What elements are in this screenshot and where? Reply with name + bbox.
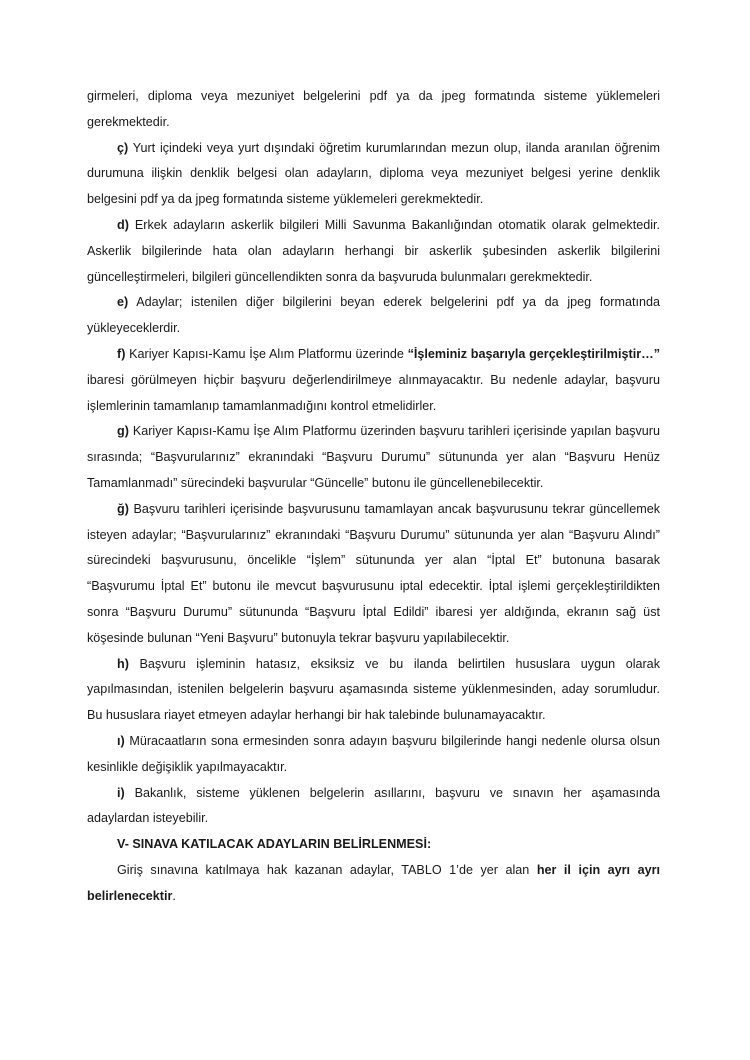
item-label: e) bbox=[117, 295, 129, 310]
item-text: Erkek adayların askerlik bilgileri Milli Savunma Bakanlığından otomatik olarak gelmektedir. Askerlik bilgilerinde hata olan adayların herhangi bir askerlik şubesinden askerlik bilgilerini güncelleştirmeleri, bilgileri güncellendikten sonra da başvuruda bulunmaları gerekmektedir. bbox=[87, 217, 661, 284]
item-text: Başvuru tarihleri içerisinde başvurusunu tamamlayan ancak başvurusunu tekrar güncellemek isteyen adaylar; “Başvurularınız” ekranındaki “Başvuru Durumu” sütununda yer alan “Başvuru Alındı” sürecindeki başvurusunu, öncelikle “İşlem” sütununda yer alan “İptal Et” butonuna basarak “Başvurumu İptal Et” butonu ile mevcut başvurusunu iptal edecektir. İptal işlemi gerçekleştirildikten sonra “Başvuru Durumu” sütununda “Başvuru İptal Edildi” ibaresi yer aldığında, ekranın sağ üst köşesinde bulunan “Yeni Başvuru” butonuyla tekrar başvuru yapılabilecektir. bbox=[87, 501, 661, 645]
paragraph-dotless-i bbox=[87, 729, 660, 781]
item-label: ı) bbox=[117, 733, 125, 748]
item-text: Kariyer Kapısı-Kamu İşe Alım Platformu üzerinden başvuru tarihleri içerisinde yapılan başvuru sırasında; “Başvurularınız” ekranındaki “Başvuru Durumu” sütununda yer alan “Başvuru Henüz Tamamlanmadı” sürecindeki başvurular “Güncelle” butonu ile güncellenebilecektir. bbox=[87, 424, 660, 490]
item-label: f) bbox=[117, 346, 126, 361]
item-text: Başvuru işleminin hatasız, eksiksiz ve bu ilanda belirtilen hususlara uygun olarak yapılmasından, istenilen belgelerin başvuru aşamasında sisteme yüklenmesinden, aday sorumludur. Bu hususlara riayet etmeyen adaylar herhangi bir hak talebinde bulunamayacaktır. bbox=[87, 656, 660, 723]
item-label: ğ) bbox=[117, 501, 129, 516]
paragraph-e bbox=[87, 290, 660, 342]
item-label: g) bbox=[117, 424, 129, 439]
paragraph-i bbox=[87, 781, 660, 833]
section-text-after: . bbox=[172, 888, 176, 903]
paragraph-f bbox=[87, 342, 660, 419]
paragraph-h bbox=[87, 652, 660, 729]
paragraph-d bbox=[87, 213, 660, 290]
item-text: Adaylar; istenilen diğer bilgilerini beyan ederek belgelerini pdf ya da jpeg formatında yükleyeceklerdir. bbox=[87, 295, 661, 336]
section-text: Giriş sınavına katılmaya hak kazanan adaylar, TABLO 1’de yer alan bbox=[117, 862, 537, 877]
item-label: d) bbox=[117, 217, 129, 232]
item-text: Yurt içindeki veya yurt dışındaki öğretim kurumlarından mezun olup, ilanda aranılan öğrenim durumuna ilişkin denklik belgesi olan adayların, diploma veya mezuniyet belgesi yerine denklik belgesini pdf ya da jpeg formatında sisteme yüklemeleri gerekmektedir. bbox=[87, 140, 660, 207]
item-label: h) bbox=[117, 656, 129, 671]
paragraph-g-breve bbox=[87, 497, 660, 652]
item-text: Kariyer Kapısı-Kamu İşe Alım Platformu üzerinde bbox=[129, 346, 408, 361]
document-page bbox=[87, 84, 660, 910]
paragraph-c bbox=[87, 136, 660, 213]
section-paragraph bbox=[87, 858, 660, 910]
item-text: Bakanlık, sisteme yüklenen belgelerin asıllarını, başvuru ve sınavın her aşamasında adaylardan isteyebilir. bbox=[87, 785, 661, 826]
item-label: ç) bbox=[117, 140, 129, 155]
item-label: i) bbox=[117, 785, 125, 800]
section-text-bold: her il için ayrı ayrı belirlenecektir bbox=[87, 862, 660, 903]
paragraph-g bbox=[87, 419, 660, 496]
paragraph-continuation: girmeleri, diploma veya mezuniyet belgelerini pdf ya da jpeg formatında sisteme yüklemeleri gerekmektedir. bbox=[87, 89, 660, 129]
item-text-after: ibaresi görülmeyen hiçbir başvuru değerlendirilmeye alınmayacaktır. Bu nedenle adaylar, başvuru işlemlerinin tamamlanıp tamamlanmadığını kontrol etmelidirler. bbox=[87, 372, 660, 413]
section-title: V- SINAVA KATILACAK ADAYLARIN BELİRLENMESİ: bbox=[117, 837, 432, 852]
item-text-bold: “İşleminiz başarıyla gerçekleştirilmiştir…” bbox=[407, 346, 660, 361]
item-text: Müracaatların sona ermesinden sonra adayın başvuru bilgilerinde hangi nedenle olursa olsun kesinlikle değişiklik yapılmayacaktır. bbox=[87, 733, 661, 774]
